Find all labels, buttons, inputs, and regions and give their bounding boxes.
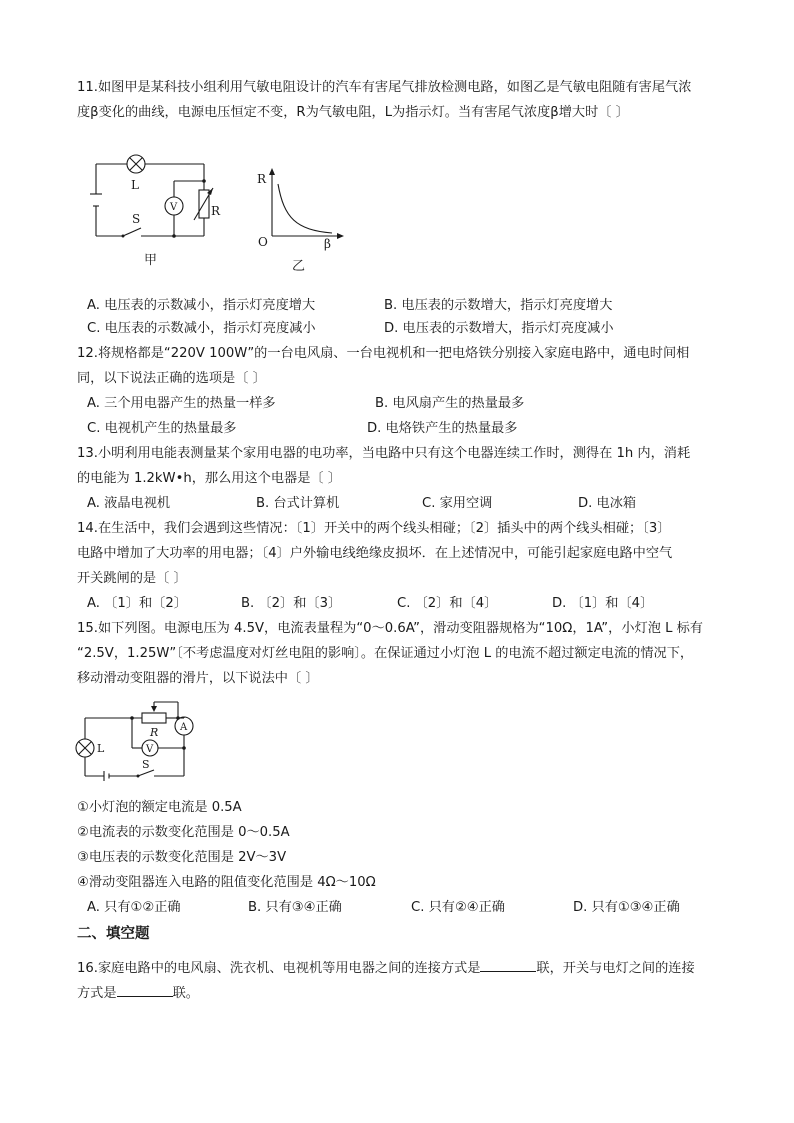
q15-line2: “2.5V，1.25W”〔不考虑温度对灯丝电阻的影响〕。在保证通过小灯泡 L 的电流不超过额定电流的情况下， bbox=[77, 646, 694, 661]
q13-option-d[interactable]: D. 电冰箱 bbox=[578, 496, 637, 511]
q11-option-c[interactable]: C. 电压表的示数减小，指示灯亮度减小 bbox=[87, 321, 316, 336]
q16-line1 bbox=[77, 958, 695, 978]
q15-voltmeter-label: V bbox=[146, 744, 154, 755]
q11-option-b[interactable]: B. 电压表的示数增大，指示灯亮度增大 bbox=[384, 298, 613, 313]
q14-option-b[interactable]: B. 〔2〕和〔3〕 bbox=[241, 596, 342, 611]
q15-ammeter-label: A bbox=[180, 722, 188, 733]
q12-line1: 12.将规格都是“220V 100W”的一台电风扇、一台电视机和一把电烙铁分别接入家庭电路中，通电时间相 bbox=[77, 346, 690, 361]
q11-yi-origin: O bbox=[258, 235, 268, 249]
q11-jia-label-r: R bbox=[211, 204, 221, 218]
q11-yi-axis-beta: β bbox=[324, 237, 331, 251]
q14-option-a[interactable]: A. 〔1〕和〔2〕 bbox=[87, 596, 187, 611]
q15-statement-1: ①小灯泡的额定电流是 0.5A bbox=[77, 800, 242, 815]
q15-statement-4: ④滑动变阻器连入电路的阻值变化范围是 4Ω～10Ω bbox=[77, 875, 376, 890]
q11-yi-caption: 乙 bbox=[292, 259, 306, 274]
q13-option-a[interactable]: A. 液晶电视机 bbox=[87, 496, 171, 511]
q11-yi-axis-r: R bbox=[257, 172, 267, 186]
q16-line2 bbox=[77, 983, 199, 1003]
q16-line1-text-b: 联，开关与电灯之间的连接 bbox=[536, 961, 695, 976]
q15-statement-2: ②电流表的示数变化范围是 0～0.5A bbox=[77, 825, 290, 840]
q11-jia-caption: 甲 bbox=[144, 253, 158, 268]
q13-option-c[interactable]: C. 家用空调 bbox=[422, 496, 493, 511]
q16-blank-1[interactable] bbox=[480, 958, 536, 972]
q15-switch-label: S bbox=[142, 758, 150, 771]
q12-line2: 同，以下说法正确的选项是〔 〕 bbox=[77, 371, 266, 386]
q14-option-c[interactable]: C. 〔2〕和〔4〕 bbox=[397, 596, 498, 611]
q11-jia-label-s: S bbox=[132, 212, 141, 226]
q15-statement-3: ③电压表的示数变化范围是 2V～3V bbox=[77, 850, 287, 865]
q14-line2: 电路中增加了大功率的用电器；〔4〕户外输电线绝缘皮损坏．在上述情况中，可能引起家庭电路中空气 bbox=[77, 546, 673, 561]
q15-line1: 15.如下列图。电源电压为 4.5V，电流表量程为“0～0.6A”，滑动变阻器规格为“10Ω，1A”，小灯泡 L 标有 bbox=[77, 621, 703, 636]
q13-line2: 的电能为 1.2kW•h，那么用这个电器是〔 〕 bbox=[77, 471, 341, 486]
q11-jia-label-v: V bbox=[170, 202, 178, 213]
q12-option-d[interactable]: D. 电烙铁产生的热量最多 bbox=[367, 421, 518, 436]
q11-line1: 11.如图甲是某科技小组利用气敏电阻设计的汽车有害尾气排放检测电路，如图乙是气敏电阻随有害尾气浓 bbox=[77, 80, 692, 95]
q12-option-a[interactable]: A. 三个用电器产生的热量一样多 bbox=[87, 396, 276, 411]
q16-blank-2[interactable] bbox=[117, 983, 173, 997]
q15-lamp-label: L bbox=[97, 742, 105, 755]
q16-line1-text-a: 16.家庭电路中的电风扇、洗衣机、电视机等用电器之间的连接方式是 bbox=[77, 961, 481, 976]
q11-curve-graph-yi bbox=[252, 168, 352, 276]
q14-option-d[interactable]: D. 〔1〕和〔4〕 bbox=[552, 596, 654, 611]
q15-line3: 移动滑动变阻器的滑片，以下说法中〔 〕 bbox=[77, 671, 319, 686]
q15-rheostat-label: R bbox=[150, 726, 159, 739]
q15-option-d[interactable]: D. 只有①③④正确 bbox=[573, 900, 680, 915]
section-heading-fill-in: 二、填空题 bbox=[77, 926, 150, 942]
q12-option-c[interactable]: C. 电视机产生的热量最多 bbox=[87, 421, 237, 436]
q12-option-b[interactable]: B. 电风扇产生的热量最多 bbox=[375, 396, 525, 411]
q11-jia-label-l: L bbox=[131, 178, 139, 192]
q14-line3: 开关跳闸的是〔 〕 bbox=[77, 571, 187, 586]
q13-line1: 13.小明利用电能表测量某个家用电器的电功率，当电路中只有这个电器连续工作时，测得在 1h 内，消耗 bbox=[77, 446, 691, 461]
q11-line2: 度β变化的曲线，电源电压恒定不变，R为气敏电阻，L为指示灯。当有害尾气浓度β增大时〔 〕 bbox=[77, 105, 629, 120]
q15-circuit-diagram bbox=[76, 700, 206, 784]
q15-option-c[interactable]: C. 只有②④正确 bbox=[411, 900, 505, 915]
q11-option-a[interactable]: A. 电压表的示数减小，指示灯亮度增大 bbox=[87, 298, 316, 313]
q13-option-b[interactable]: B. 台式计算机 bbox=[256, 496, 340, 511]
q11-option-d[interactable]: D. 电压表的示数增大，指示灯亮度减小 bbox=[384, 321, 614, 336]
q16-line2-text-a: 方式是 bbox=[77, 986, 117, 1001]
q14-line1: 14.在生活中，我们会遇到这些情况：〔1〕开关中的两个线头相碰；〔2〕插头中的两个线头相碰；〔3〕 bbox=[77, 521, 671, 536]
q16-line2-text-b: 联。 bbox=[172, 986, 199, 1001]
q15-option-b[interactable]: B. 只有③④正确 bbox=[248, 900, 342, 915]
q15-option-a[interactable]: A. 只有①②正确 bbox=[87, 900, 181, 915]
q11-circuit-diagram-jia bbox=[88, 148, 228, 272]
